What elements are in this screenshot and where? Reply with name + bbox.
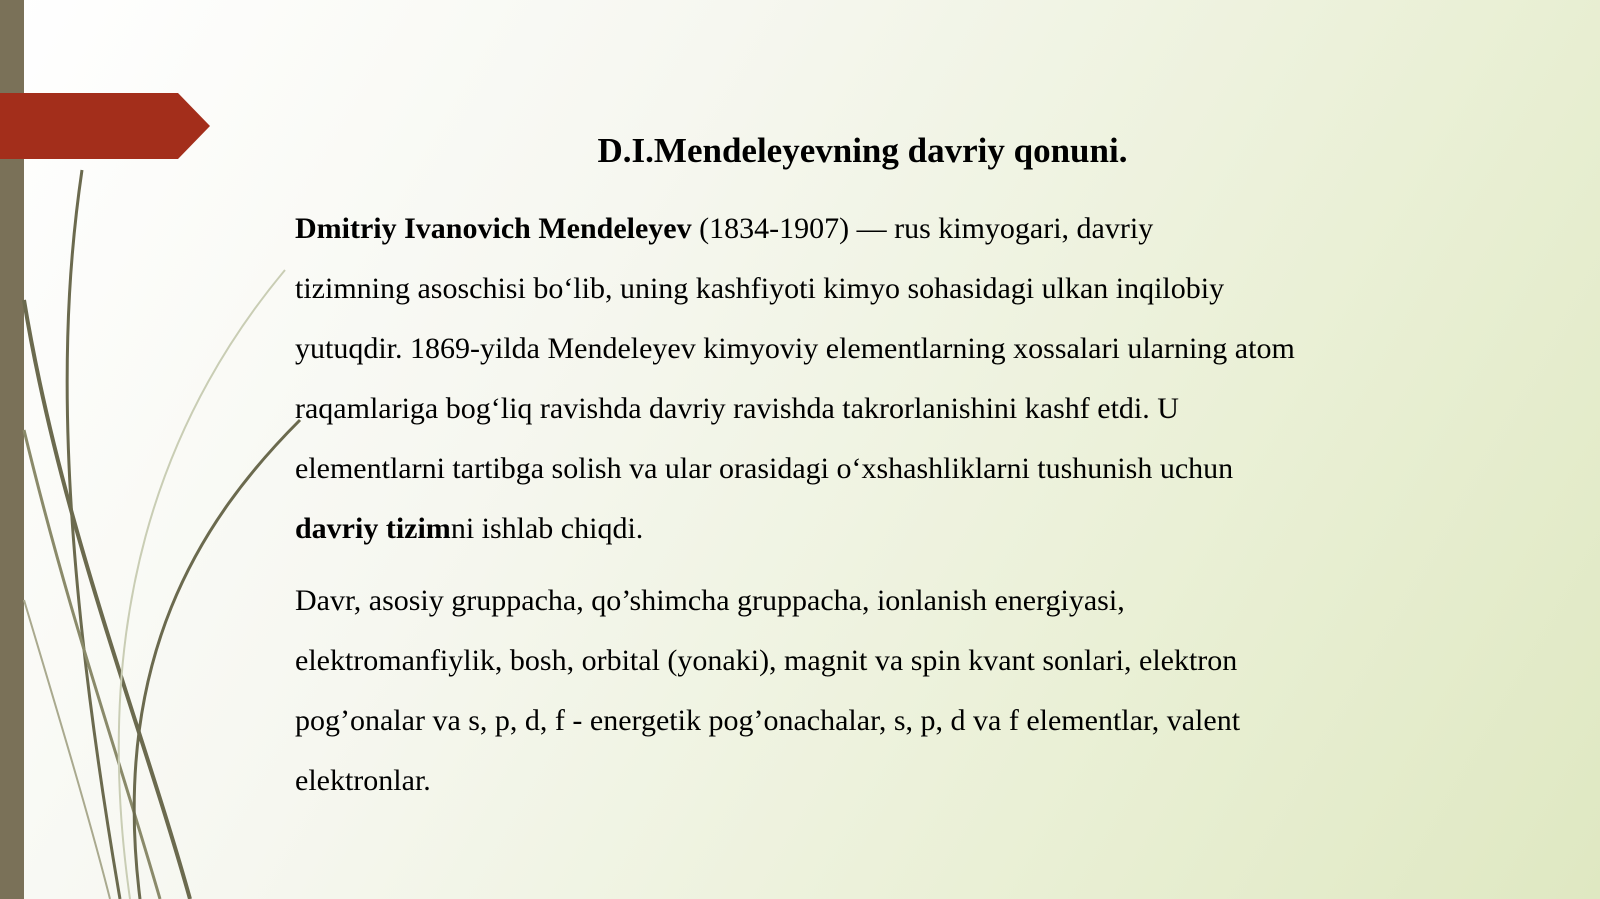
- bold-term: davriy tizim: [295, 512, 451, 545]
- paragraph-mendeleyev-bio: [295, 199, 1425, 559]
- text-run: (1834-1907) — rus kimyogari, davriy: [691, 212, 1154, 245]
- text-line: [295, 199, 1425, 259]
- bold-name: Dmitriy Ivanovich Mendeleyev: [295, 212, 692, 245]
- text-line: elektromanfiylik, bosh, orbital (yonaki), magnit va spin kvant sonlari, elektron: [295, 644, 1238, 677]
- text-line: yutuqdir. 1869-yilda Mendeleyev kimyoviy elementlarning xossalari ularning atom: [295, 332, 1295, 365]
- title-accent-banner: [0, 93, 210, 159]
- text-line: tizimning asoschisi bo‘lib, uning kashfiyoti kimyo sohasidagi ulkan inqilobiy: [295, 272, 1225, 305]
- text-line: elementlarni tartibga solish va ular orasidagi o‘xshashliklarni tushunish uchun: [295, 452, 1234, 485]
- slide-title: D.I.Mendeleyevning davriy qonuni.: [597, 131, 1128, 170]
- paragraph-key-terms: [295, 571, 1425, 811]
- text-line: Davr, asosiy gruppacha, qo’shimcha gruppacha, ionlanish energiyasi,: [295, 584, 1125, 617]
- text-line: elektronlar.: [295, 764, 431, 797]
- text-run: ni ishlab chiqdi.: [450, 512, 644, 545]
- slide-body: [295, 199, 1425, 811]
- text-line: [295, 499, 1425, 559]
- text-line: pog’onalar va s, p, d, f - energetik pog’onachalar, s, p, d va f elementlar, valent: [295, 704, 1241, 737]
- text-line: raqamlariga bog‘liq ravishda davriy ravishda takrorlanishini kashf etdi. U: [295, 392, 1179, 425]
